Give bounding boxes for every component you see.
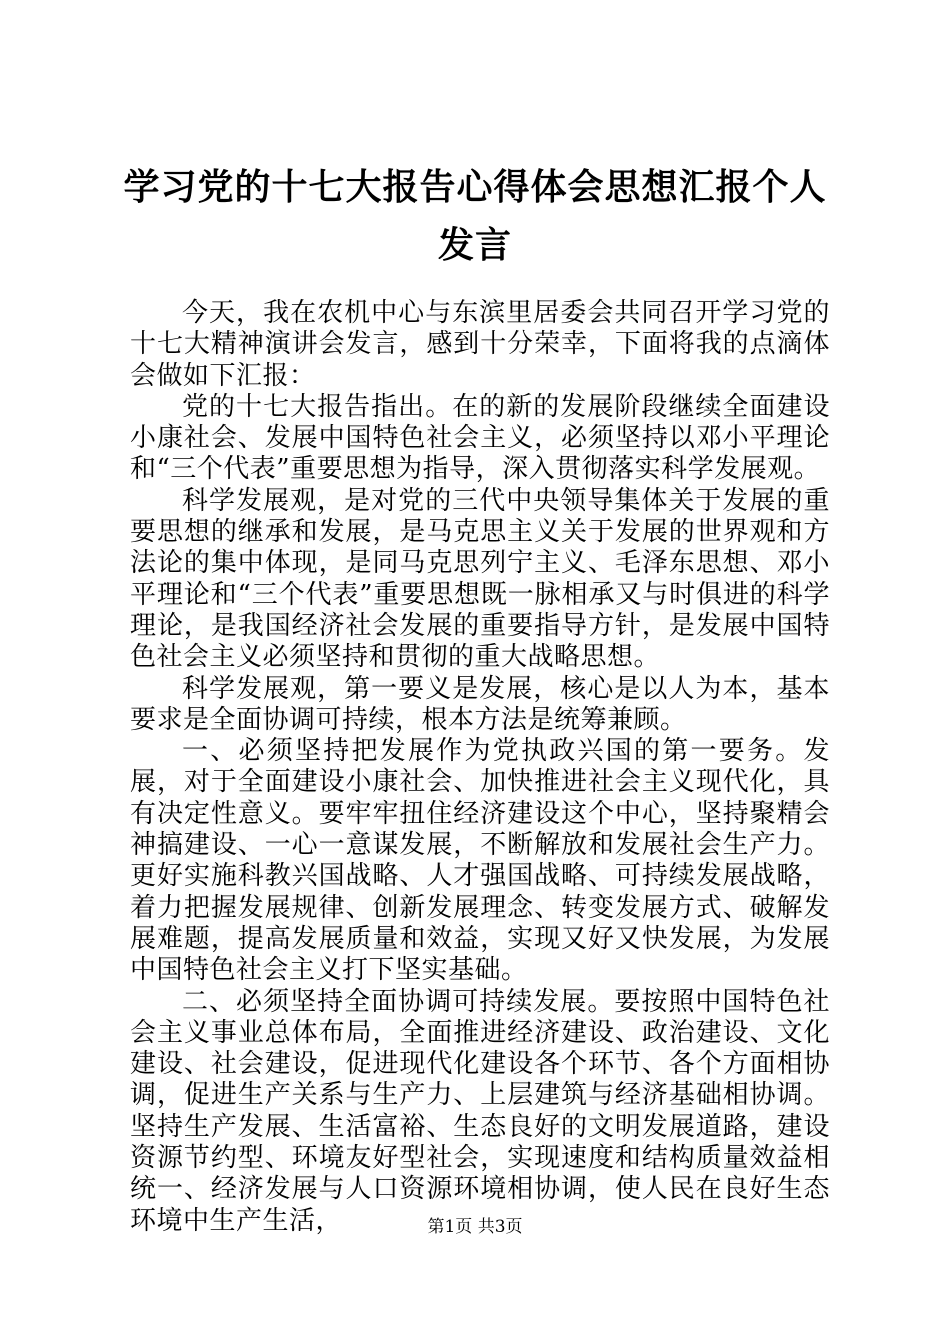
page-number-footer: 第1页 共3页 xyxy=(427,1217,523,1237)
body-paragraph: 党的十七大报告指出。在的新的发展阶段继续全面建设小康社会、发展中国特色社会主义，必须坚持以邓小平理论和“三个代表”重要思想为指导，深入贯彻落实科学发展观。 xyxy=(130,391,830,485)
document-title: 学习党的十七大报告心得体会思想汇报个人发言 xyxy=(123,166,827,266)
body-paragraph: 一、必须坚持把发展作为党执政兴国的第一要务。发展，对于全面建设小康社会、加快推进社会主义现代化，具有决定性意义。要牢牢扭住经济建设这个中心，坚持聚精会神搞建设、一心一意谋发展，不断解放和发展社会生产力。更好实施科教兴国战略、人才强国战略、可持续发展战略，着力把握发展规律、创新发展理念、转变发展方式、破解发展难题，提高发展质量和效益，实现又好又快发展，为发展中国特色社会主义打下坚实基础。 xyxy=(130,736,830,986)
body-paragraph: 科学发展观，是对党的三代中央领导集体关于发展的重要思想的继承和发展，是马克思主义关于发展的世界观和方法论的集中体现，是同马克思列宁主义、毛泽东思想、邓小平理论和“三个代表”重要思想既一脉相承又与时俱进的科学理论，是我国经济社会发展的重要指导方针，是发展中国特色社会主义必须坚持和贯彻的重大战略思想。 xyxy=(130,485,830,673)
body-paragraph: 二、必须坚持全面协调可持续发展。要按照中国特色社会主义事业总体布局，全面推进经济建设、政治建设、文化建设、社会建设，促进现代化建设各个环节、各个方面相协调，促进生产关系与生产力、上层建筑与经济基础相协调。坚持生产发展、生活富裕、生态良好的文明发展道路，建设资源节约型、环境友好型社会，实现速度和结构质量效益相统一、经济发展与人口资源环境相协调，使人民在良好生态环境中生产生活， xyxy=(130,986,830,1236)
body-paragraph: 科学发展观，第一要义是发展，核心是以人为本，基本要求是全面协调可持续，根本方法是统筹兼顾。 xyxy=(130,673,830,735)
body-paragraph: 今天，我在农机中心与东滨里居委会共同召开学习党的十七大精神演讲会发言，感到十分荣幸，下面将我的点滴体会做如下汇报： xyxy=(130,298,830,391)
document-body xyxy=(130,298,830,1237)
